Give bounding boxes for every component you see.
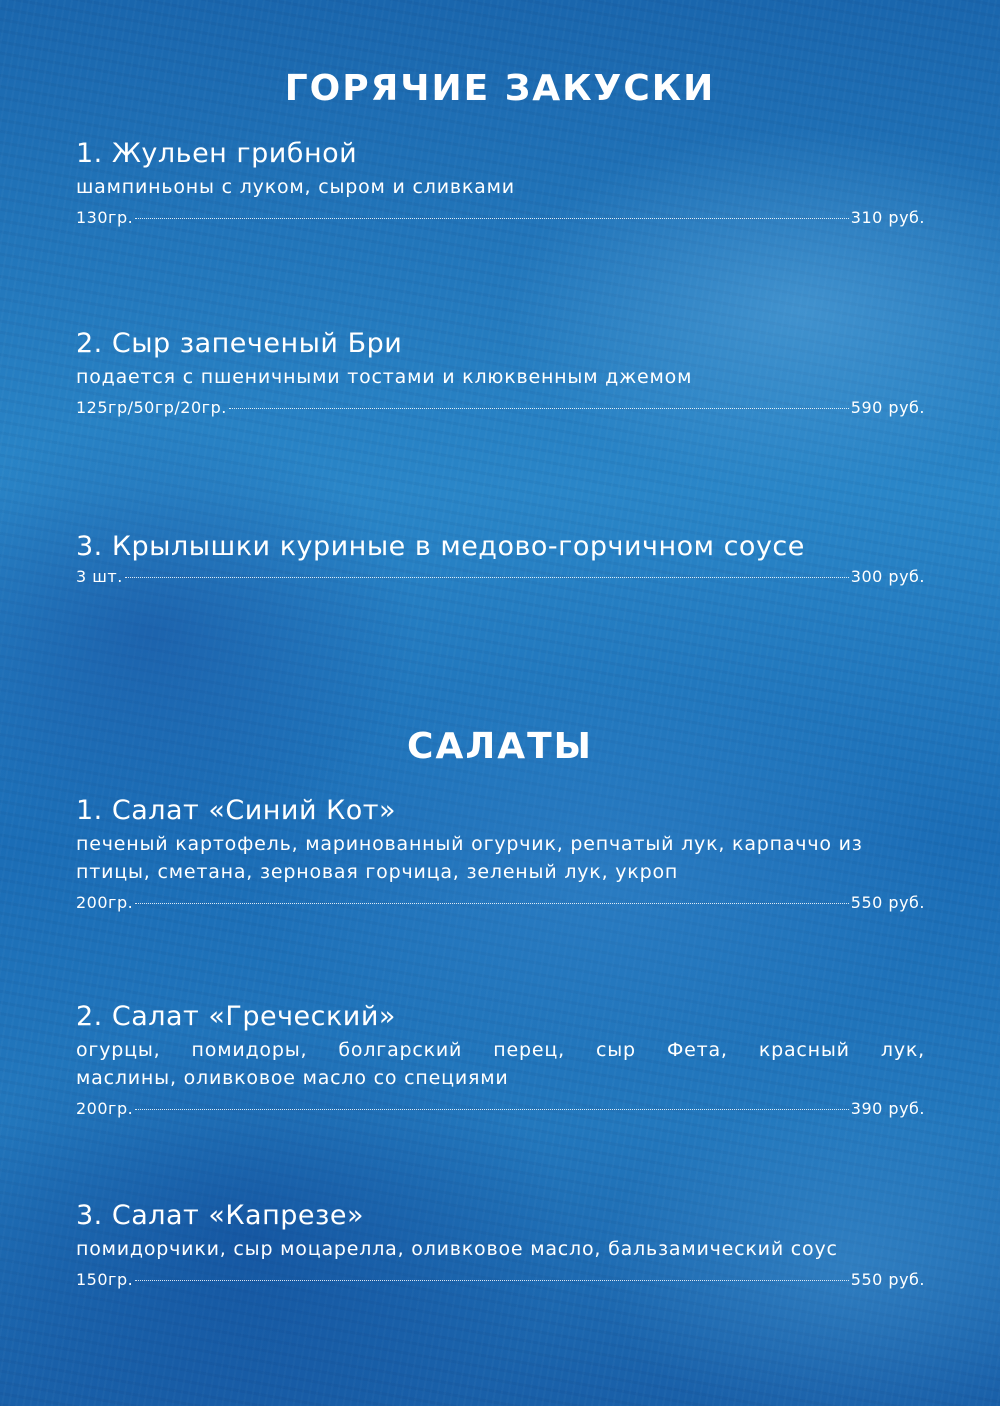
price-row xyxy=(76,892,925,914)
dotted-leader xyxy=(135,218,849,219)
dotted-leader xyxy=(135,1280,849,1281)
price-row xyxy=(76,566,925,588)
menu-item xyxy=(76,327,925,419)
item-portion: 150гр. xyxy=(76,1270,134,1289)
menu-item xyxy=(76,137,925,229)
price-row xyxy=(76,397,925,419)
item-description: помидорчики, сыр моцарелла, оливковое масло, бальзамический соус xyxy=(76,1238,838,1260)
menu-item xyxy=(76,794,925,914)
menu-item xyxy=(76,530,925,588)
item-price: 310 руб. xyxy=(850,208,925,227)
dotted-leader xyxy=(135,1109,849,1110)
section-title-hot-appetizers: ГОРЯЧИЕ ЗАКУСКИ xyxy=(284,68,716,109)
item-name: 1. Жульен грибной xyxy=(76,138,358,169)
dotted-leader xyxy=(135,903,849,904)
section-title-salads: САЛАТЫ xyxy=(407,726,593,767)
menu-item xyxy=(76,1000,925,1120)
item-description: печеный картофель, маринованный огурчик, репчатый лук, карпаччо из птицы, сметана, зерновая горчица, зеленый лук, укроп xyxy=(76,833,863,883)
item-price: 550 руб. xyxy=(850,893,925,912)
item-description-line: маслины, оливковое масло со специями xyxy=(76,1067,509,1089)
item-name: 1. Салат «Синий Кот» xyxy=(76,795,397,826)
price-row xyxy=(76,1098,925,1120)
item-description: шампиньоны с луком, сыром и сливками xyxy=(76,176,515,198)
item-name: 2. Сыр запеченый Бри xyxy=(76,328,403,359)
item-description-line: огурцы, помидоры, болгарский перец, сыр Фета, красный лук, xyxy=(76,1039,925,1061)
price-row xyxy=(76,1269,925,1291)
item-portion: 200гр. xyxy=(76,893,134,912)
item-price: 550 руб. xyxy=(850,1270,925,1289)
dotted-leader xyxy=(229,408,849,409)
item-name: 3. Салат «Капрезе» xyxy=(76,1200,364,1231)
item-price: 300 руб. xyxy=(850,567,925,586)
item-portion: 3 шт. xyxy=(76,567,123,586)
item-description: подается с пшеничными тостами и клюквенным джемом xyxy=(76,366,693,388)
price-row xyxy=(76,207,925,229)
item-name: 3. Крылышки куриные в медово-горчичном соусе xyxy=(76,531,805,562)
item-name: 2. Салат «Греческий» xyxy=(76,1001,396,1032)
menu-item xyxy=(76,1199,925,1291)
dotted-leader xyxy=(125,577,849,578)
item-portion: 130гр. xyxy=(76,208,134,227)
item-price: 390 руб. xyxy=(850,1099,925,1118)
item-portion: 200гр. xyxy=(76,1099,134,1118)
item-portion: 125гр/50гр/20гр. xyxy=(76,398,227,417)
item-price: 590 руб. xyxy=(850,398,925,417)
